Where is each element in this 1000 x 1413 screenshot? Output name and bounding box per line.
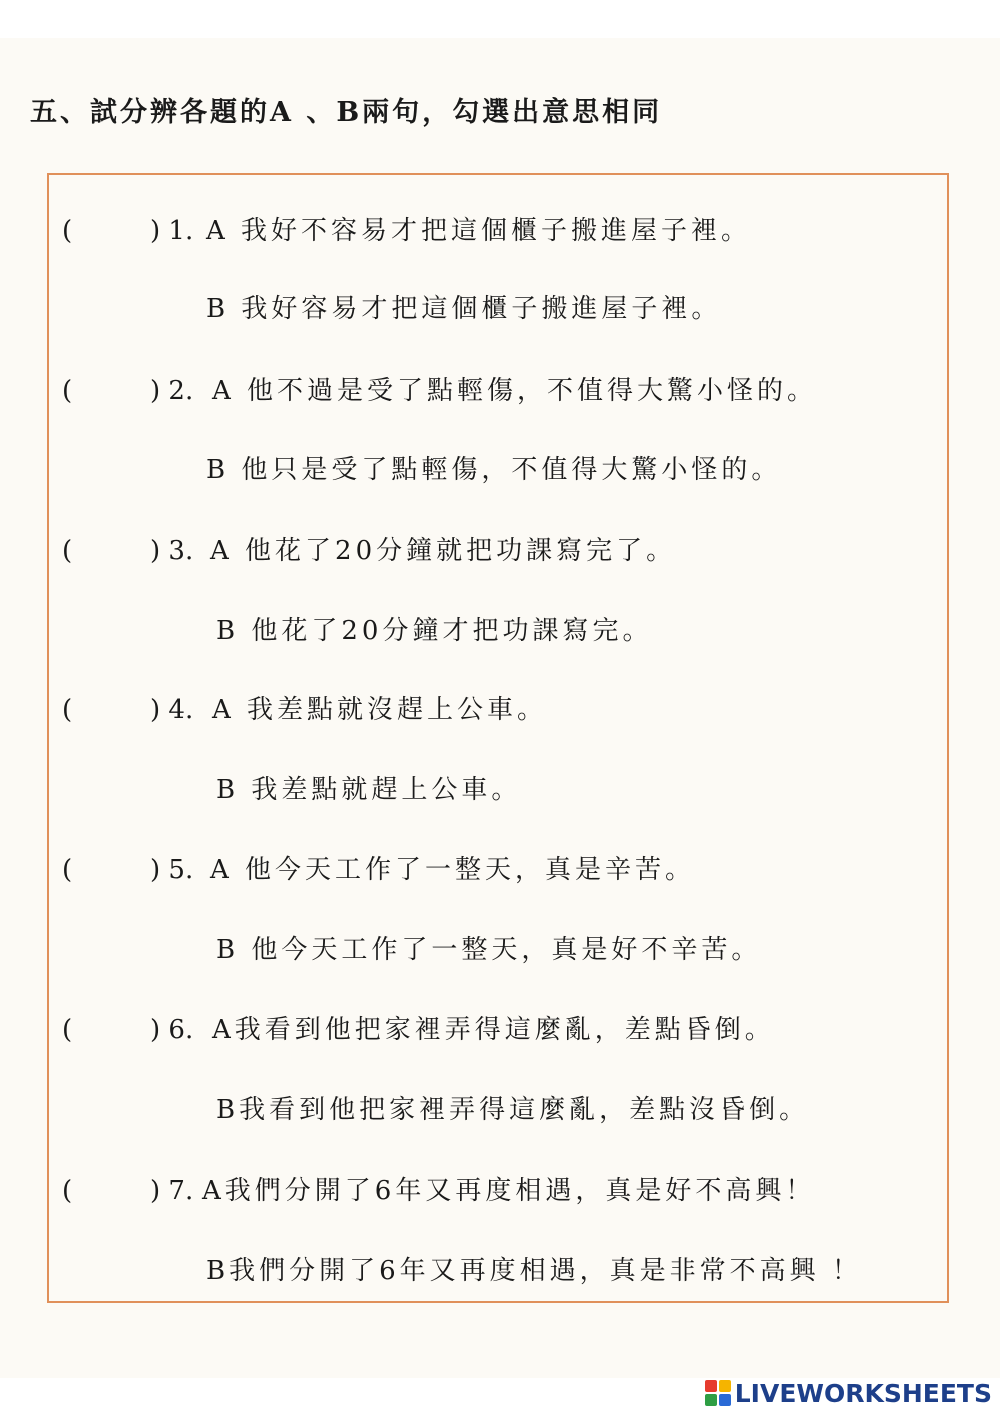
question-number: ) 1. — [150, 216, 194, 246]
brand-name: LIVEWORKSHEETS — [734, 1378, 992, 1408]
liveworksheets-brand — [705, 1378, 992, 1408]
sentence-b: B我們分開了6年又再度相遇，真是非常不高興 ！ — [206, 1256, 862, 1286]
logo-square — [719, 1380, 731, 1392]
answer-slot-5[interactable] — [74, 855, 146, 885]
sentence-a: A 我好不容易才把這個櫃子搬進屋子裡。 — [206, 216, 752, 246]
sentence-a: A我看到他把家裡弄得這麼亂，差點昏倒。 — [212, 1015, 775, 1045]
question-number: ) 3. — [150, 536, 194, 566]
sentence-b: B我看到他把家裡弄得這麼亂，差點沒昏倒。 — [216, 1095, 810, 1125]
question-number: ) 4. — [150, 695, 194, 725]
answer-slot-3[interactable] — [74, 536, 146, 566]
logo-square — [705, 1380, 717, 1392]
answer-paren-open: ( — [62, 216, 73, 246]
sentence-a: A 他今天工作了一整天，真是辛苦。 — [210, 855, 696, 885]
answer-paren-open: ( — [62, 1176, 73, 1206]
sentence-b: B 我好容易才把這個櫃子搬進屋子裡。 — [206, 294, 722, 324]
question-number: ) 5. — [150, 855, 194, 885]
sentence-a: A 他不過是受了點輕傷，不值得大驚小怪的。 — [212, 376, 818, 406]
answer-slot-6[interactable] — [74, 1015, 146, 1045]
answer-slot-2[interactable] — [74, 376, 146, 406]
sentence-a: A我們分開了6年又再度相遇，真是好不高興！ — [202, 1176, 816, 1206]
sentence-a: A 我差點就沒趕上公車。 — [212, 695, 548, 725]
answer-paren-open: ( — [62, 695, 73, 725]
answer-paren-open: ( — [62, 1015, 73, 1045]
section-heading: 五、試分辨各題的A 、B兩句，勾選出意思相同 — [30, 97, 663, 128]
answer-paren-open: ( — [62, 536, 73, 566]
answer-slot-7[interactable] — [74, 1176, 146, 1206]
answer-slot-4[interactable] — [74, 695, 146, 725]
sentence-b: B 他花了20分鐘才把功課寫完。 — [216, 616, 653, 646]
question-number: ) 7. — [150, 1176, 194, 1206]
answer-paren-open: ( — [62, 376, 73, 406]
sentence-b: B 他只是受了點輕傷，不值得大驚小怪的。 — [206, 455, 782, 485]
questions-box — [47, 173, 949, 1303]
answer-paren-open: ( — [62, 855, 73, 885]
answer-slot-1[interactable] — [74, 216, 146, 246]
question-number: ) 6. — [150, 1015, 194, 1045]
sentence-b: B 他今天工作了一整天，真是好不辛苦。 — [216, 935, 762, 965]
liveworksheets-logo-icon — [705, 1380, 731, 1406]
logo-square — [705, 1394, 717, 1406]
sentence-b: B 我差點就趕上公車。 — [216, 775, 522, 805]
sentence-a: A 他花了20分鐘就把功課寫完了。 — [210, 536, 677, 566]
question-number: ) 2. — [150, 376, 194, 406]
logo-square — [719, 1394, 731, 1406]
